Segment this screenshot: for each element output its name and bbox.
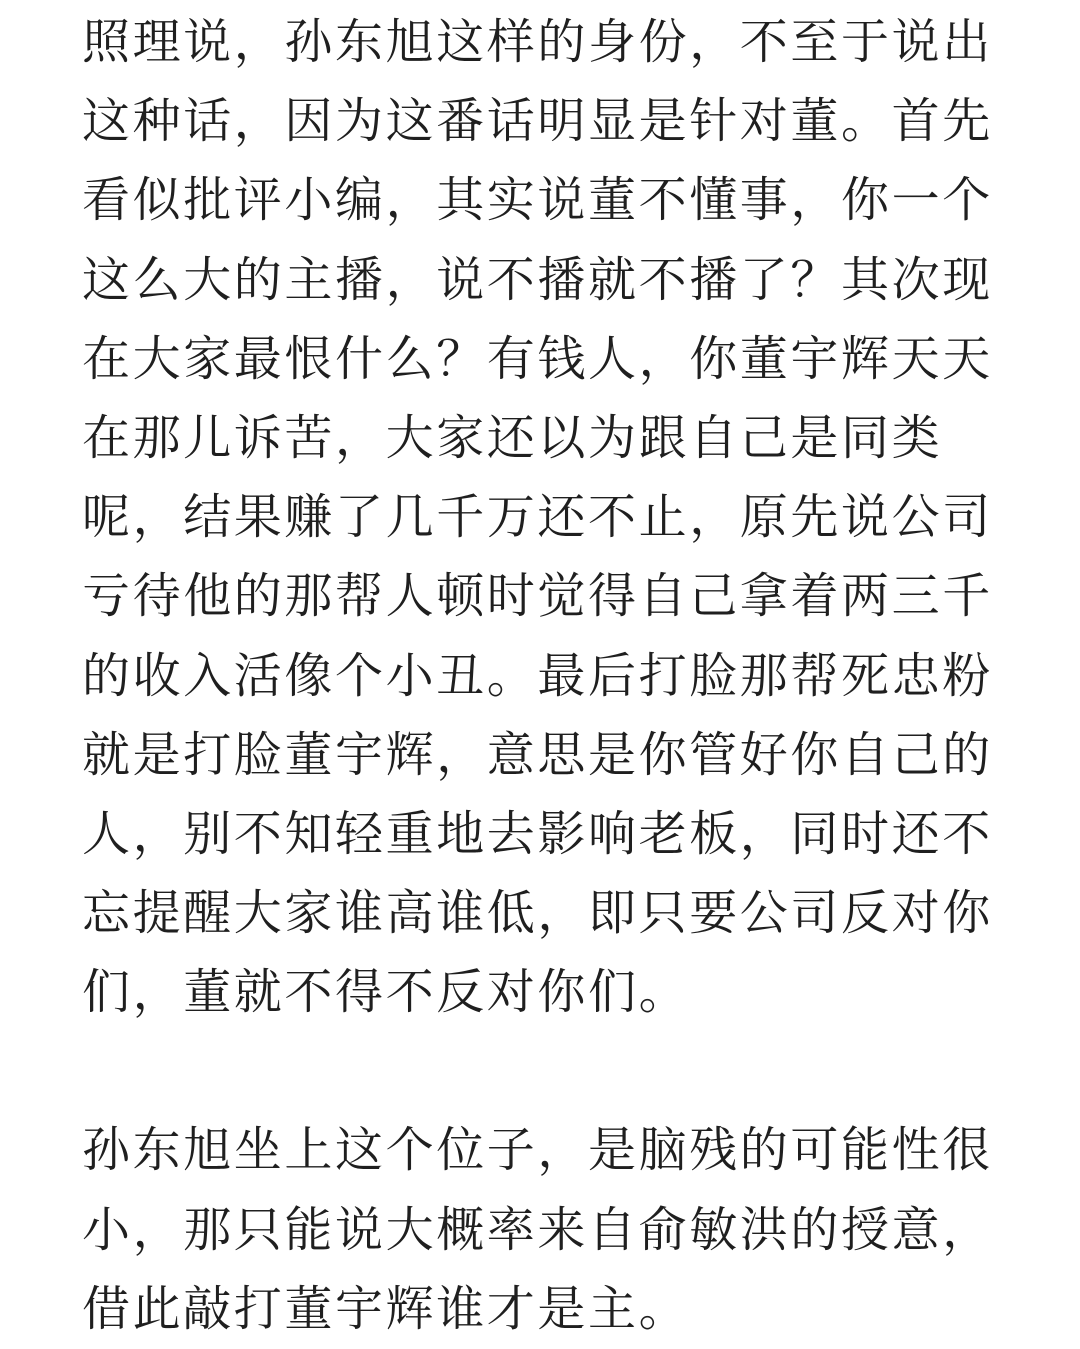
- paragraph-line: 亏待他的那帮人顿时觉得自己拿着两三千: [82, 568, 993, 625]
- paragraph-2: [82, 1111, 1042, 1349]
- article-body: [82, 0, 1042, 1349]
- paragraph-line: 这么大的主播，说不播就不播了？其次现: [82, 251, 993, 308]
- paragraph-line: 看似批评小编，其实说董不懂事，你一个: [82, 172, 993, 229]
- paragraph-line: 的收入活像个小丑。最后打脸那帮死忠粉: [82, 647, 993, 704]
- paragraph-line: 小，那只能说大概率来自俞敏洪的授意，: [82, 1201, 993, 1258]
- paragraph-line: 这种话，因为这番话明显是针对董。首先: [82, 93, 993, 150]
- paragraph-line: 们，董就不得不反对你们。: [82, 964, 690, 1021]
- paragraph-1: [82, 0, 1042, 1032]
- paragraph-line: 就是打脸董宇辉，意思是你管好你自己的: [82, 726, 993, 783]
- paragraph-line: 呢，结果赚了几千万还不止，原先说公司: [82, 489, 993, 546]
- paragraph-line: 忘提醒大家谁高谁低，即只要公司反对你: [82, 885, 993, 942]
- paragraph-line: 孙东旭坐上这个位子，是脑残的可能性很: [82, 1122, 993, 1179]
- paragraph-line: 照理说，孙东旭这样的身份，不至于说出: [82, 14, 993, 70]
- paragraph-line: 借此敲打董宇辉谁才是主。: [82, 1280, 690, 1337]
- paragraph-line: 在大家最恨什么？有钱人，你董宇辉天天: [82, 330, 993, 387]
- paragraph-line: 人，别不知轻重地去影响老板，同时还不: [82, 805, 993, 862]
- paragraph-line: 在那儿诉苦，大家还以为跟自己是同类: [82, 409, 943, 466]
